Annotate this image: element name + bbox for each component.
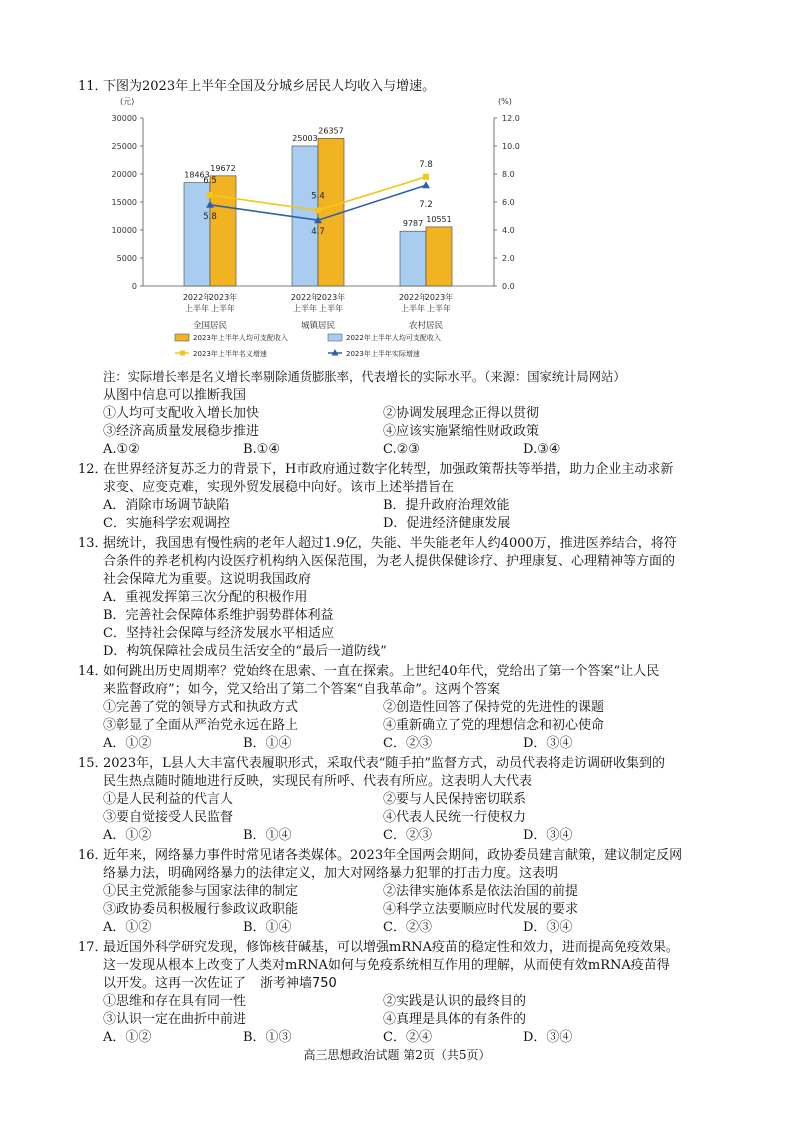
legend-label: 2023年上半年实际增速: [346, 350, 420, 358]
rate-point-nominal: [207, 192, 213, 198]
rate-value-label: 4.7: [311, 227, 325, 238]
rate-point-nominal: [315, 207, 321, 213]
q13-stem-line1: 据统计，我国患有慢性病的老年人超过1.9亿，失能、半失能老年人约4000万，推进医养结合，将符: [103, 536, 677, 551]
q16-option-d[interactable]: D．③④: [523, 920, 573, 935]
x-sub-label: 上半年: [185, 304, 209, 313]
legend-label: 2023年上半年人均可支配收入: [193, 334, 288, 342]
q17-option-c[interactable]: C．②④: [383, 1030, 432, 1045]
x-sub-label: 上半年: [211, 304, 235, 313]
q16-option-b[interactable]: B．①④: [243, 920, 292, 935]
q11-option-a[interactable]: A.①②: [103, 442, 140, 457]
q13-stem-line3: 社会保障尤为重要。这说明我国政府: [103, 572, 312, 587]
q11-option-b[interactable]: B.①④: [243, 442, 280, 457]
q11-number: 11．: [78, 79, 108, 94]
left-tick-label: 5000: [116, 254, 137, 263]
x-sub-label: 2023年: [424, 293, 454, 302]
bar-value-label: 9787: [402, 219, 424, 229]
x-sub-label: 上半年: [401, 304, 425, 313]
bar-value-label: 19672: [210, 163, 236, 173]
q17-stem-line3: [103, 975, 337, 992]
watermark-text: 浙考神墙750: [260, 976, 337, 991]
income-chart: [100, 94, 540, 364]
q11-question: 从图中信息可以推断我国: [103, 388, 247, 403]
q12-option-c[interactable]: C．实施科学宏观调控: [103, 516, 230, 531]
left-tick-label: 25000: [111, 142, 137, 151]
q12-stem-line1: 在世界经济复苏乏力的背景下，H市政府通过数字化转型，加强政策帮扶等举措，助力企业主动求新: [103, 462, 674, 477]
right-axis-unit: (%): [498, 97, 512, 106]
q17-option-d[interactable]: D．③④: [523, 1030, 573, 1045]
q15-option-a[interactable]: A．①②: [103, 828, 152, 843]
q15-statement-2: ②要与人民保持密切联系: [383, 792, 527, 807]
q12-option-b[interactable]: B．提升政府治理效能: [383, 498, 510, 513]
q16-stem-line2: 络暴力法，明确网络暴力的法律定义，加大对网络暴力犯罪的打击力度。这表明: [103, 866, 559, 881]
q13-option-d[interactable]: D．构筑保障社会成员生活安全的“最后一道防线”: [103, 644, 387, 659]
q11-statement-3: ③经济高质量发展稳步推进: [103, 424, 260, 439]
q11-statement-2: ②协调发展理念正得以贯彻: [383, 406, 540, 421]
left-tick-label: 10000: [111, 226, 137, 235]
x-group-label: 城镇居民: [300, 321, 336, 331]
right-tick-label: 2.0: [502, 254, 515, 263]
q16-statement-1: ①民主党派能参与国家法律的制定: [103, 884, 299, 899]
bar-value-label: 18463: [184, 170, 210, 180]
q17-stem-line1: 最近国外科学研究发现，修饰核苷碱基，可以增强mRNA疫苗的稳定性和效力，进而提高免疫效果。: [103, 940, 679, 955]
right-tick-label: 8.0: [502, 170, 515, 179]
q14-statement-4: ④重新确立了党的理想信念和初心使命: [383, 718, 605, 733]
q13-number: 13．: [78, 536, 108, 551]
q13-option-b[interactable]: B．完善社会保障体系维护弱势群体利益: [103, 608, 334, 623]
right-tick-label: 12.0: [502, 114, 520, 123]
rate-point-real: [422, 181, 430, 188]
q16-stem-line1: 近年来，网络暴力事件时常见诸各类媒体。2023年全国两会期间，政协委员建言献策，建议制定反网: [103, 848, 683, 863]
q14-statement-2: ②创造性回答了保持党的先进性的课题: [383, 700, 605, 715]
q13-stem-line2: 合条件的养老机构内设医疗机构纳入医保范围，为老人提供保健诊疗、护理康复、心理精神等方面的: [103, 554, 676, 569]
q14-option-c[interactable]: C．②③: [383, 736, 432, 751]
right-tick-label: 4.0: [502, 226, 515, 235]
legend-swatch-2023: [175, 334, 189, 341]
bar-2022: [184, 183, 210, 286]
q14-option-d[interactable]: D．③④: [523, 736, 573, 751]
x-sub-label: 2022年: [398, 293, 428, 302]
legend-marker-nominal: [180, 351, 185, 356]
q15-stem-line2: 民生热点随时随地进行反映，实现民有所呼、代表有所应。这表明人大代表: [103, 774, 533, 789]
q16-statement-3: ③政协委员积极履行参政议政职能: [103, 902, 299, 917]
x-sub-label: 上半年: [293, 304, 317, 313]
q17-option-a[interactable]: A．①②: [103, 1030, 152, 1045]
left-tick-label: 15000: [111, 198, 137, 207]
q14-statement-1: ①完善了党的领导方式和执政方式: [103, 700, 299, 715]
rate-value-label: 5.4: [311, 191, 325, 202]
bar-value-label: 26357: [318, 126, 344, 136]
q12-stem-line2: 求变、应变克难，实现外贸发展稳中向好。该市上述举措旨在: [103, 480, 455, 495]
x-group-label: 农村居民: [408, 321, 444, 331]
x-sub-label: 2022年: [182, 293, 212, 302]
q15-stem-line1: 2023年，L县人大丰富代表履职形式，采取代表“随手拍”监督方式，动员代表将走访调研收集到的: [103, 756, 666, 771]
x-group-label: 全国居民: [192, 321, 228, 331]
q14-stem-line1: 如何跳出历史周期率？党始终在思索、一直在探索。上世纪40年代，党给出了第一个答案“让人民: [103, 664, 660, 679]
q16-statement-2: ②法律实施体系是依法治国的前提: [383, 884, 579, 899]
q14-option-a[interactable]: A．①②: [103, 736, 152, 751]
bar-2023: [426, 227, 452, 286]
q11-statement-1: ①人均可支配收入增长加快: [103, 406, 260, 421]
q13-option-c[interactable]: C．坚持社会保障与经济发展水平相适应: [103, 626, 334, 641]
q16-number: 16．: [78, 848, 108, 863]
q11-chart-note: 注：实际增长率是名义增长率剔除通货膨胀率，代表增长的实际水平。（来源：国家统计局网站）: [103, 370, 626, 384]
q11-option-c[interactable]: C.②③: [383, 442, 420, 457]
left-tick-label: 30000: [111, 114, 137, 123]
q14-stem-line2: 来监督政府”；如今，党又给出了第二个答案“自我革命”。这两个答案: [103, 682, 500, 697]
left-tick-label: 20000: [111, 170, 137, 179]
x-sub-label: 2022年: [290, 293, 320, 302]
q15-statement-4: ④代表人民统一行使权力: [383, 810, 527, 825]
right-tick-label: 0.0: [502, 282, 515, 291]
q15-statement-3: ③要自觉接受人民监督: [103, 810, 234, 825]
legend-label: 2023年上半年名义增速: [193, 350, 267, 358]
x-sub-label: 2023年: [208, 293, 238, 302]
rate-value-label: 5.8: [203, 211, 217, 222]
x-sub-label: 上半年: [319, 304, 343, 313]
legend-swatch-2022: [328, 334, 342, 341]
x-sub-label: 上半年: [427, 304, 451, 313]
left-axis-unit: (元): [120, 97, 135, 106]
right-tick-label: 6.0: [502, 198, 515, 207]
bar-2022: [400, 231, 426, 286]
q16-option-c[interactable]: C．②③: [383, 920, 432, 935]
x-sub-label: 2023年: [316, 293, 346, 302]
bar-value-label: 10551: [426, 214, 452, 224]
rate-value-label: 6.5: [203, 176, 217, 186]
q15-option-c[interactable]: C．②③: [383, 828, 432, 843]
q12-option-a[interactable]: A．消除市场调节缺陷: [103, 498, 230, 513]
q17-stem-text: 以开发。这再一次佐证了: [103, 976, 247, 991]
q11-option-d[interactable]: D.③④: [523, 442, 561, 457]
q14-number: 14．: [78, 664, 108, 679]
rate-value-label: 7.8: [419, 159, 433, 170]
q17-statement-1: ①思维和存在具有同一性: [103, 994, 247, 1009]
rate-point-nominal: [423, 174, 429, 180]
q11-stem: 下图为2023年上半年全国及分城乡居民人均收入与增速。: [103, 79, 436, 94]
q15-option-b[interactable]: B．①④: [243, 828, 292, 843]
q15-statement-1: ①是人民利益的代言人: [103, 792, 234, 807]
q17-option-b[interactable]: B．①③: [243, 1030, 292, 1045]
q15-option-d[interactable]: D．③④: [523, 828, 573, 843]
q17-number: 17．: [78, 940, 108, 955]
left-tick-label: 0: [131, 282, 137, 291]
bar-2023: [210, 176, 236, 286]
q16-statement-4: ④科学立法要顺应时代发展的要求: [383, 902, 579, 917]
q17-statement-2: ②实践是认识的最终目的: [383, 994, 527, 1009]
q17-stem-line2: 这一发现从根本上改变了人类对mRNA如何与免疫系统相互作用的理解，从而使有效mRNA疫苗得: [103, 958, 670, 973]
rate-value-label: 7.2: [419, 200, 433, 211]
q12-option-d[interactable]: D．促进经济健康发展: [383, 516, 511, 531]
legend-label: 2022年上半年人均可支配收入: [346, 334, 441, 342]
bar-value-label: 25003: [292, 133, 318, 143]
q14-option-b[interactable]: B．①④: [243, 736, 292, 751]
q17-statement-4: ④真理是具体的有条件的: [383, 1012, 527, 1027]
q14-statement-3: ③彰显了全面从严治党永远在路上: [103, 718, 299, 733]
bar-2022: [292, 146, 318, 286]
q16-option-a[interactable]: A．①②: [103, 920, 152, 935]
q15-number: 15．: [78, 756, 108, 771]
page-footer: 高三思想政治试题 第2页（共5页）: [303, 1048, 491, 1062]
right-tick-label: 10.0: [502, 142, 520, 151]
q17-statement-3: ③认识一定在曲折中前进: [103, 1012, 247, 1027]
q12-number: 12．: [78, 462, 108, 477]
q11-statement-4: ④应该实施紧缩性财政政策: [383, 424, 540, 439]
q13-option-a[interactable]: A．重视发挥第三次分配的积极作用: [103, 590, 308, 605]
